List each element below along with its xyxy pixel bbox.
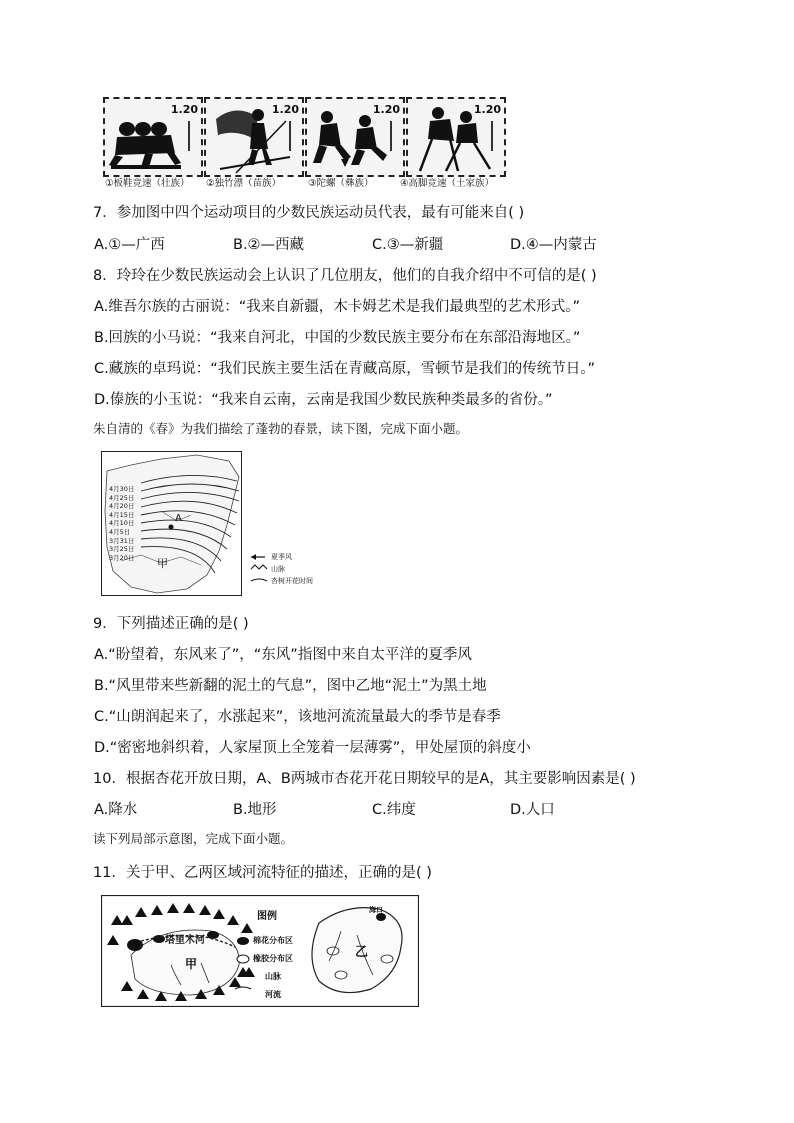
intro-regional-map: 读下列局部示意图，完成下面小题。 bbox=[93, 831, 294, 846]
legend-cotton: 棉花分布区 bbox=[253, 936, 293, 945]
legend-mountain: 山脉 bbox=[271, 565, 285, 573]
question-9: 9．下列描述正确的是( ) bbox=[93, 616, 249, 632]
date-label: 4月10日 bbox=[109, 519, 135, 528]
stamp-price: 1.20 bbox=[170, 103, 198, 116]
q10-option-b: B.地形 bbox=[233, 802, 277, 818]
region-jia-label: 甲 bbox=[185, 957, 198, 971]
legend-river: 河流 bbox=[265, 990, 281, 999]
legend-title: 图例 bbox=[257, 911, 277, 922]
stilt-race-illustration bbox=[408, 99, 504, 175]
apricot-blossom-map bbox=[101, 451, 341, 596]
q9-option-c: C.“山朗润起来了，水涨起来”，该地河流流量最大的季节是春季 bbox=[94, 709, 501, 725]
date-label: 3月31日 bbox=[109, 536, 135, 545]
question-8: 8．玲玲在少数民族运动会上认识了几位朋友，他们的自我介绍中不可信的是( ) bbox=[93, 268, 597, 284]
date-label: 4月5日 bbox=[109, 527, 131, 536]
stamp-4 bbox=[406, 97, 506, 177]
region-yi-label: 乙 bbox=[355, 945, 369, 960]
q8-option-b: B.回族的小马说：“我来自河北，中国的少数民族主要分布在东部沿海地区。” bbox=[94, 330, 581, 346]
q7-option-b: B.②—西藏 bbox=[233, 237, 305, 253]
tarim-river-label: 塔里木河 bbox=[165, 935, 205, 946]
q8-option-a: A.维吾尔族的古丽说：“我来自新疆，木卡姆艺术是我们最典型的艺术形式。” bbox=[94, 299, 581, 315]
q7-option-a: A.①—广西 bbox=[94, 237, 165, 253]
legend-rubber: 橡胶分布区 bbox=[253, 954, 293, 963]
q10-option-c: C.纬度 bbox=[372, 802, 416, 818]
date-labels bbox=[109, 485, 134, 562]
point-a-label: A bbox=[175, 513, 182, 524]
stamp-caption-1: ①板鞋竞速（壮族） bbox=[105, 178, 190, 189]
date-label: 4月30日 bbox=[109, 485, 135, 493]
question-11: 11．关于甲、乙两区域河流特征的描述，正确的是( ) bbox=[93, 865, 432, 881]
q10-option-d: D.人口 bbox=[510, 802, 555, 818]
date-label: 3月25日 bbox=[109, 545, 135, 554]
bamboo-rafting-illustration bbox=[206, 99, 302, 175]
stamp-caption-2: ②独竹漂（苗族） bbox=[206, 178, 282, 189]
stamp-price: 1.20 bbox=[372, 103, 400, 116]
date-label: 3月20日 bbox=[109, 553, 135, 562]
stamp-2 bbox=[204, 97, 304, 177]
date-label: 4月20日 bbox=[109, 502, 135, 511]
point-jia-label: 甲 bbox=[157, 557, 168, 570]
q7-option-c: C.③—新疆 bbox=[372, 237, 444, 253]
q9-option-a: A.“盼望着，东风来了”，“东风”指图中来自太平洋的夏季风 bbox=[94, 647, 472, 663]
question-7: 7．参加图中四个运动项目的少数民族运动员代表，最有可能来自( ) bbox=[93, 205, 525, 221]
spinning-top-illustration bbox=[307, 99, 403, 175]
stamp-caption-3: ③陀螺（彝族） bbox=[308, 178, 374, 189]
stamp-price: 1.20 bbox=[271, 103, 299, 116]
date-label: 4月25日 bbox=[109, 493, 135, 502]
q9-option-b: B.“风里带来些新翻的泥土的气息”，图中乙地“泥土”为黑土地 bbox=[94, 678, 487, 694]
q8-option-d: D.傣族的小玉说：“我来自云南，云南是我国少数民族种类最多的省份。” bbox=[94, 392, 553, 408]
q9-option-d: D.“密密地斜织着，人家屋顶上全笼着一层薄雾”，甲处屋顶的斜度小 bbox=[94, 740, 531, 756]
legend-blossom-time: 杏树开花时间 bbox=[271, 577, 313, 585]
q8-option-c: C.藏族的卓玛说：“我们民族主要生活在青藏高原，雪顿节是我们的传统节日。” bbox=[94, 361, 596, 377]
question-10: 10．根据杏花开放日期，A、B两城市杏花开花日期较早的是A，其主要影响因素是( ) bbox=[93, 771, 636, 787]
intro-spring: 朱自清的《春》为我们描绘了蓬勃的春景，读下图，完成下面小题。 bbox=[93, 421, 469, 436]
date-label: 4月15日 bbox=[109, 510, 135, 519]
stamps-figure bbox=[103, 97, 501, 189]
china-map-drawing bbox=[101, 451, 341, 596]
stamp-caption-4: ④高脚竞速（土家族） bbox=[400, 178, 495, 189]
legend-mountain: 山脉 bbox=[265, 972, 281, 981]
board-shoe-race-illustration bbox=[105, 99, 201, 175]
legend-summer-monsoon: 夏季风 bbox=[271, 553, 292, 561]
haikou-label: 海口 bbox=[369, 906, 383, 914]
q10-option-a: A.降水 bbox=[94, 802, 138, 818]
stamp-3 bbox=[305, 97, 405, 177]
stamp-1 bbox=[103, 97, 203, 177]
regional-map bbox=[101, 895, 419, 1007]
stamp-price: 1.20 bbox=[473, 103, 501, 116]
q7-option-d: D.④—内蒙古 bbox=[510, 237, 597, 253]
